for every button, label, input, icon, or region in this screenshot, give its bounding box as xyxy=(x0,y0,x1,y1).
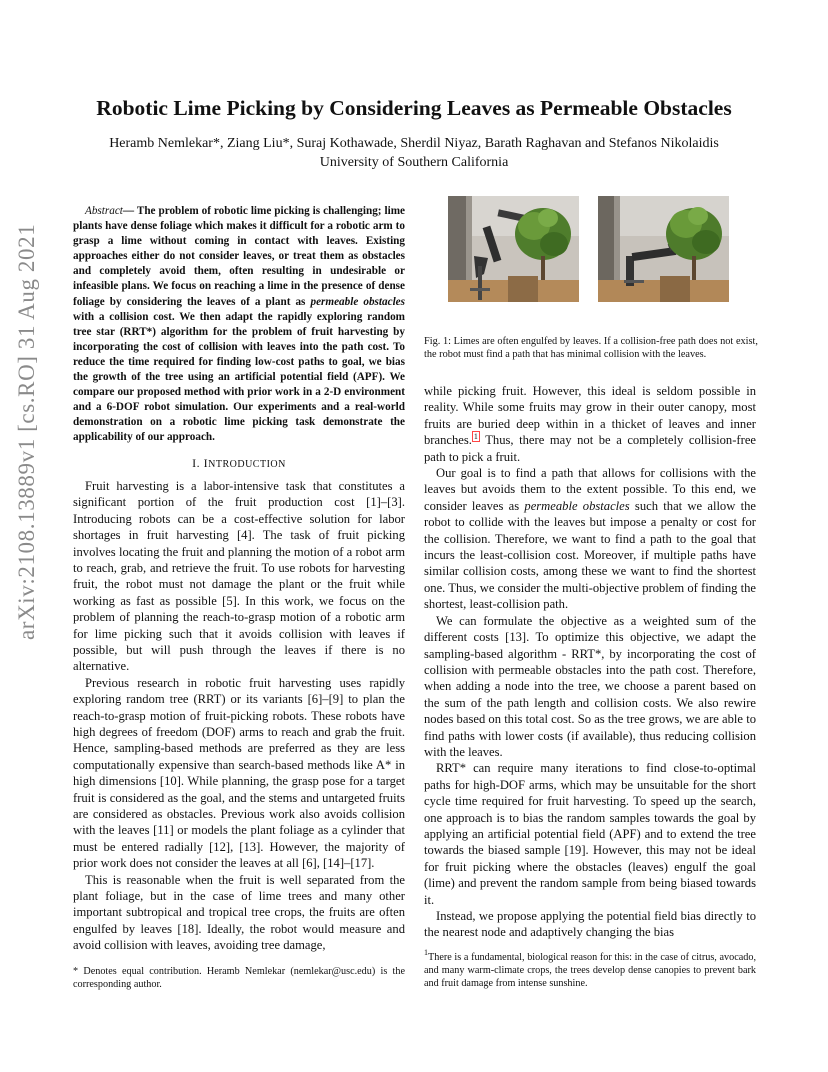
intro-paragraph: This is reasonable when the fruit is well separated from the plant foliage, but in the case of lime trees and many other important subtropical and tropical tree crops, the fruits are often engulfed by leaves [18]. Ideally, the robot would measure and avoid collision with leaves, avoiding tree damage, xyxy=(73,872,405,953)
abstract-dash: — xyxy=(122,205,135,217)
intro-paragraph: Fruit harvesting is a labor-intensive task that constitutes a significant portion of the fruit production cost [1]–[3]. Introducing robots can be a cost-effective solution for labor shortages in fruit harvesting [4]. The task of fruit picking involves locating the fruit and planning the motion of a robot arm to reach, grab, and retrieve the fruit. To use robots for harvesting fruit, the robot must not damage the plant or the fruit while working as fast as possible [5]. In this work, we focus on the problem of planning the reach-to-grasp motion of a robotic arm for lime picking such that it avoids collision with leaves if possible, but will push through the leaves if there is no alternative. xyxy=(73,478,405,674)
robot-tree-photo-left xyxy=(448,196,579,302)
right-paragraph: We can formulate the objective as a weighted sum of the different costs [13]. To optimize this objective, we adapt the sampling-based algorithm - RRT*, by incorporating the cost of collision with permeable obstacles into the path cost. Therefore, when adding a node into the tree, we choose a parent based on the sum of the path length and collision costs. We also rewire nodes based on this total cost. So as the tree grows, we are able to find paths with lower costs (if available), thus reducing collision with the leaves. xyxy=(424,613,756,759)
abstract-label: Abstract xyxy=(85,205,123,217)
arxiv-identifier: arXiv:2108.13889v1 [cs.RO] 31 Aug 2021 xyxy=(14,223,39,640)
abstract-text-2: with a collision cost. We then adapt the rapidly exploring random tree star (RRT*) algorithm for the problem of fruit harvesting by incorporating the cost of collision with leaves into the path cost. To reduce the time required for finding low-cost paths to goal, we bias the growth of the tree using an artificial potential field (APF). We compare our proposed method with prior work in a 2-D environment and a 6-DOF robot simulation. Our experiments and a real-world demonstration on a robotic lime picking task demonstrate the applicability of our approach. xyxy=(73,310,405,444)
abstract-emphasis: permeable obstacles xyxy=(310,295,405,308)
robot-tree-photo-right xyxy=(598,196,729,302)
author-list: Heramb Nemlekar*, Ziang Liu*, Suraj Kothawade, Sherdil Niyaz, Barath Raghavan and Stefanos Nikolaidis xyxy=(109,136,719,151)
left-column xyxy=(73,204,405,954)
paragraph-text: Thus, there may not be a completely collision-free path to pick a fruit. xyxy=(424,433,756,464)
figure-1-caption: Fig. 1: Limes are often engulfed by leaves. If a collision-free path does not exist, the robot must find a path that has minimal collision with the leaves. xyxy=(424,336,758,361)
footnote-equal-contribution: * Denotes equal contribution. Heramb Nemlekar (nemlekar@usc.edu) is the corresponding author. xyxy=(73,966,405,990)
affiliation: University of Southern California xyxy=(319,155,509,170)
footnote-1 xyxy=(424,948,756,990)
paragraph-text: while picking fruit. However, this ideal is seldom possible in reality. While some fruits may grow in their outer canopy, most fruits are buried deep within in a thicket of leaves and inner branches. xyxy=(424,384,756,448)
right-paragraph-2 xyxy=(424,465,756,613)
author-block xyxy=(60,134,768,172)
abstract xyxy=(73,204,405,446)
paper-title: Robotic Lime Picking by Considering Leaves as Permeable Obstacles xyxy=(96,96,732,120)
right-paragraph-1 xyxy=(424,383,756,465)
footnote-text: There is a fundamental, biological reason for this: in the case of citrus, avocado, and many warm-climate crops, the trees develop dense canopies to prevent bark and fruit damage from intense sunshine. xyxy=(424,952,756,989)
footnote-reference-link[interactable]: 1 xyxy=(473,432,478,442)
emphasis-permeable-obstacles: permeable obstacles xyxy=(524,498,630,513)
right-paragraph: Instead, we propose applying the potential field bias directly to the nearest node and adaptively changing the bias xyxy=(424,909,756,940)
right-paragraph: RRT* can require many iterations to find close-to-optimal paths for high-DOF arms, which may be unsuitable for the short cycle time required for fruit harvesting. To speed up the search, one approach is to bias the random samples towards the goal by applying an artificial potential field (APF) and to extend the tree towards the biased sample [19]. However, this may not be ideal for fruit picking where the obstacles (leaves) engulf the goal (lime) and prevent the random sample from being biased towards it. xyxy=(424,761,756,907)
section-title-first: I xyxy=(203,455,209,470)
abstract-text-1: The problem of robotic lime picking is challenging; lime plants have dense foliage which makes it difficult for a robotic arm to grasp a lime without coming in contact with leaves. Existing approaches either do not consider leaves, or treat them as obstacles and completely avoid them, often resulting in undesirable or infeasible plans. We focus on reaching a lime in the presence of dense foliage by considering the leaves of a plant as xyxy=(73,205,405,308)
intro-paragraph: Previous research in robotic fruit harvesting uses rapidly exploring random tree (RRT) or its variants [6]–[9] to plan the reach-to-grasp motion of fruit-picking robots. These robots have high degrees of freedom (DOF) arms to reach and grab the fruit. Hence, sampling-based methods are preferred as they are less computationally expensive than search-based methods like A* in high dimensions [10]. While planning, the grasp pose for a target fruit is considered as the goal, and the stems and untargeted fruits are considered as obstacles. Previous work also avoids collision with the leaves [11] or models the plant foliage as a cylinder that must be entered radially [12], [13]. However, the majority of prior work does not consider the leaves at all [6], [14]–[17]. xyxy=(73,675,405,871)
section-heading-introduction xyxy=(73,455,405,473)
paragraph-text: Our goal is to find a path that allows for collisions with the leaves but avoids them to the extent possible. To this end, we consider leaves as xyxy=(424,466,756,513)
right-column xyxy=(424,383,756,941)
footnote-mark: 1 xyxy=(424,948,428,957)
paragraph-text: such that we allow the robot to collide with the leaves but impose a penalty or cost for the collision. Therefore, we want to find a path to the goal that incurs the least-collision cost. Moreover, if multiple paths have similar collision costs, among these we want to find the shortest one. Thus, we consider the multi-objective problem of finding the shortest, least-collision path. xyxy=(424,498,756,612)
section-title-rest: NTRODUCTION xyxy=(208,458,286,470)
section-number: I. xyxy=(192,455,204,470)
